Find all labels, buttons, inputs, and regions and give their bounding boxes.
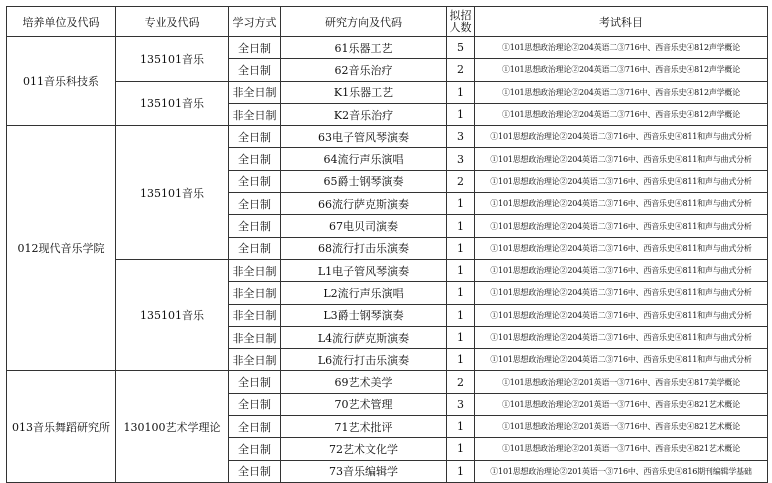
mode-cell: 全日制 bbox=[229, 215, 281, 237]
direction-cell: 63电子管风琴演奏 bbox=[281, 126, 447, 148]
count-cell: 1 bbox=[447, 259, 475, 281]
direction-cell: K2音乐治疗 bbox=[281, 103, 447, 125]
mode-cell: 非全日制 bbox=[229, 81, 281, 103]
direction-cell: 68流行打击乐演奏 bbox=[281, 237, 447, 259]
count-cell: 1 bbox=[447, 416, 475, 438]
direction-cell: 65爵士钢琴演奏 bbox=[281, 170, 447, 192]
count-cell: 1 bbox=[447, 282, 475, 304]
count-cell: 1 bbox=[447, 326, 475, 348]
exam-cell: ①101思想政治理论②204英语二③716中、西音乐史④811和声与曲式分析 bbox=[475, 126, 768, 148]
mode-cell: 全日制 bbox=[229, 126, 281, 148]
unit-cell: 013音乐舞蹈研究所 bbox=[7, 371, 116, 482]
mode-cell: 全日制 bbox=[229, 438, 281, 460]
major-cell: 135101音乐 bbox=[116, 81, 229, 126]
exam-cell: ①101思想政治理论②204英语二③716中、西音乐史④811和声与曲式分析 bbox=[475, 326, 768, 348]
header-mode: 学习方式 bbox=[229, 7, 281, 37]
direction-cell: 69艺术美学 bbox=[281, 371, 447, 393]
count-cell: 1 bbox=[447, 103, 475, 125]
count-cell: 1 bbox=[447, 304, 475, 326]
exam-cell: ①101思想政治理论②204英语二③716中、西音乐史④811和声与曲式分析 bbox=[475, 148, 768, 170]
major-cell: 135101音乐 bbox=[116, 259, 229, 370]
table-row bbox=[7, 371, 768, 393]
major-cell: 135101音乐 bbox=[116, 37, 229, 82]
exam-cell: ①101思想政治理论②204英语二③716中、西音乐史④811和声与曲式分析 bbox=[475, 259, 768, 281]
mode-cell: 非全日制 bbox=[229, 282, 281, 304]
mode-cell: 非全日制 bbox=[229, 103, 281, 125]
mode-cell: 全日制 bbox=[229, 416, 281, 438]
mode-cell: 全日制 bbox=[229, 148, 281, 170]
direction-cell: 61乐器工艺 bbox=[281, 37, 447, 59]
exam-cell: ①101思想政治理论②201英语一③716中、西音乐史④821艺术概论 bbox=[475, 393, 768, 415]
header-direction: 研究方向及代码 bbox=[281, 7, 447, 37]
direction-cell: L1电子管风琴演奏 bbox=[281, 259, 447, 281]
count-cell: 2 bbox=[447, 371, 475, 393]
exam-cell: ①101思想政治理论②201英语一③716中、西音乐史④817美学概论 bbox=[475, 371, 768, 393]
count-cell: 5 bbox=[447, 37, 475, 59]
exam-cell: ①101思想政治理论②204英语二③716中、西音乐史④811和声与曲式分析 bbox=[475, 282, 768, 304]
count-cell: 1 bbox=[447, 460, 475, 482]
enrollment-table bbox=[6, 6, 768, 483]
direction-cell: 64流行声乐演唱 bbox=[281, 148, 447, 170]
count-cell: 1 bbox=[447, 237, 475, 259]
exam-cell: ①101思想政治理论②204英语二③716中、西音乐史④812声学概论 bbox=[475, 37, 768, 59]
table-row bbox=[7, 126, 768, 148]
mode-cell: 全日制 bbox=[229, 237, 281, 259]
exam-cell: ①101思想政治理论②204英语二③716中、西音乐史④812声学概论 bbox=[475, 59, 768, 81]
table-row bbox=[7, 37, 768, 59]
count-cell: 1 bbox=[447, 438, 475, 460]
major-cell: 130100艺术学理论 bbox=[116, 371, 229, 482]
mode-cell: 非全日制 bbox=[229, 326, 281, 348]
direction-cell: 73音乐编辑学 bbox=[281, 460, 447, 482]
direction-cell: L4流行萨克斯演奏 bbox=[281, 326, 447, 348]
exam-cell: ①101思想政治理论②204英语二③716中、西音乐史④812声学概论 bbox=[475, 81, 768, 103]
header-count bbox=[447, 7, 475, 37]
mode-cell: 非全日制 bbox=[229, 259, 281, 281]
direction-cell: 66流行萨克斯演奏 bbox=[281, 193, 447, 215]
header-exam: 考试科目 bbox=[475, 7, 768, 37]
direction-cell: 62音乐治疗 bbox=[281, 59, 447, 81]
exam-cell: ①101思想政治理论②204英语二③716中、西音乐史④811和声与曲式分析 bbox=[475, 349, 768, 371]
mode-cell: 全日制 bbox=[229, 371, 281, 393]
count-cell: 3 bbox=[447, 126, 475, 148]
count-cell: 3 bbox=[447, 148, 475, 170]
exam-cell: ①101思想政治理论②204英语二③716中、西音乐史④811和声与曲式分析 bbox=[475, 193, 768, 215]
mode-cell: 非全日制 bbox=[229, 349, 281, 371]
table-row bbox=[7, 81, 768, 103]
unit-cell: 012现代音乐学院 bbox=[7, 126, 116, 371]
count-cell: 1 bbox=[447, 215, 475, 237]
header-major: 专业及代码 bbox=[116, 7, 229, 37]
direction-cell: 72艺术文化学 bbox=[281, 438, 447, 460]
direction-cell: L3爵士钢琴演奏 bbox=[281, 304, 447, 326]
header-count-line1: 拟招 bbox=[449, 8, 472, 22]
header-row bbox=[7, 7, 768, 37]
exam-cell: ①101思想政治理论②204英语二③716中、西音乐史④811和声与曲式分析 bbox=[475, 237, 768, 259]
major-cell: 135101音乐 bbox=[116, 126, 229, 260]
direction-cell: 70艺术管理 bbox=[281, 393, 447, 415]
mode-cell: 非全日制 bbox=[229, 304, 281, 326]
unit-cell: 011音乐科技系 bbox=[7, 37, 116, 126]
table-row bbox=[7, 259, 768, 281]
mode-cell: 全日制 bbox=[229, 193, 281, 215]
exam-cell: ①101思想政治理论②201英语一③716中、西音乐史④816期刊编辑学基础 bbox=[475, 460, 768, 482]
exam-cell: ①101思想政治理论②204英语二③716中、西音乐史④811和声与曲式分析 bbox=[475, 170, 768, 192]
count-cell: 2 bbox=[447, 59, 475, 81]
direction-cell: K1乐器工艺 bbox=[281, 81, 447, 103]
mode-cell: 全日制 bbox=[229, 59, 281, 81]
count-cell: 1 bbox=[447, 81, 475, 103]
count-cell: 1 bbox=[447, 349, 475, 371]
exam-cell: ①101思想政治理论②204英语二③716中、西音乐史④812声学概论 bbox=[475, 103, 768, 125]
count-cell: 2 bbox=[447, 170, 475, 192]
exam-cell: ①101思想政治理论②204英语二③716中、西音乐史④811和声与曲式分析 bbox=[475, 304, 768, 326]
exam-cell: ①101思想政治理论②204英语二③716中、西音乐史④811和声与曲式分析 bbox=[475, 215, 768, 237]
mode-cell: 全日制 bbox=[229, 460, 281, 482]
direction-cell: L6流行打击乐演奏 bbox=[281, 349, 447, 371]
direction-cell: 71艺术批评 bbox=[281, 416, 447, 438]
direction-cell: 67电贝司演奏 bbox=[281, 215, 447, 237]
exam-cell: ①101思想政治理论②201英语一③716中、西音乐史④821艺术概论 bbox=[475, 416, 768, 438]
mode-cell: 全日制 bbox=[229, 393, 281, 415]
header-count-line2: 人数 bbox=[449, 20, 472, 34]
count-cell: 3 bbox=[447, 393, 475, 415]
header-unit: 培养单位及代码 bbox=[7, 7, 116, 37]
count-cell: 1 bbox=[447, 193, 475, 215]
direction-cell: L2流行声乐演唱 bbox=[281, 282, 447, 304]
exam-cell: ①101思想政治理论②201英语一③716中、西音乐史④821艺术概论 bbox=[475, 438, 768, 460]
mode-cell: 全日制 bbox=[229, 37, 281, 59]
mode-cell: 全日制 bbox=[229, 170, 281, 192]
